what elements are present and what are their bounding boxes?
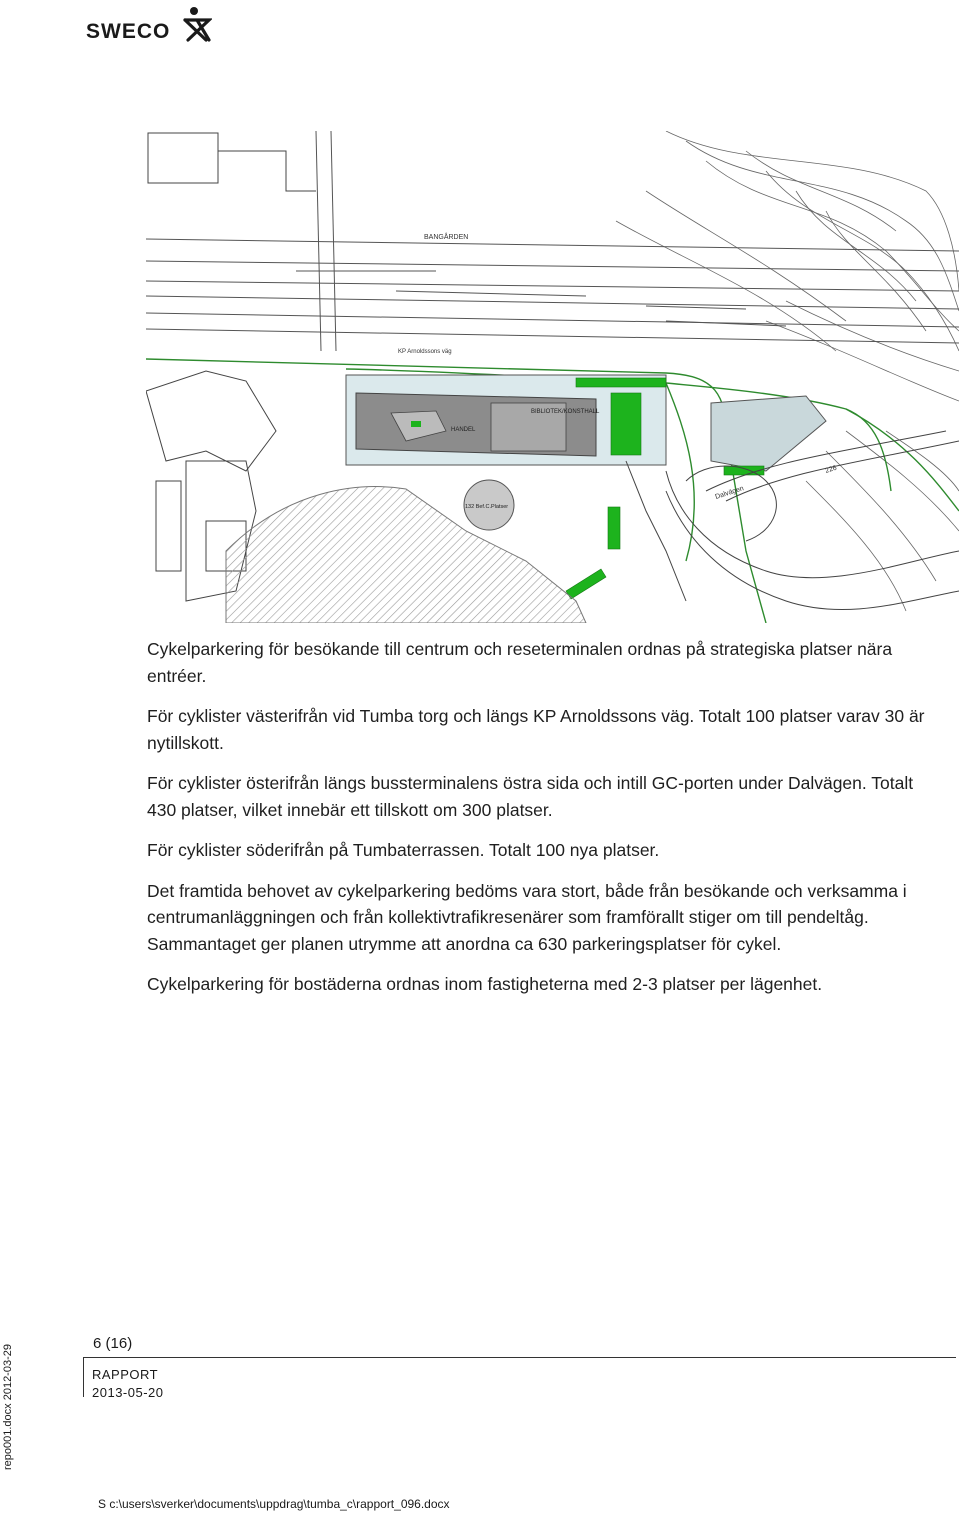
- footer-divider: [83, 1357, 956, 1358]
- paragraph-5: Det framtida behovet av cykelparkering bedöms vara stort, både från besökande och verksamma i centrumanläggningen och från kollektivtrafikresenärer som framförallt stiger om till pendeltåg. Sammantaget ger planen utrymme att anordna ca 630 parkeringsplatser för cykel.: [147, 880, 907, 954]
- sweco-logo: [86, 4, 216, 48]
- map-label-kp-arnoldssons-vag: KP Arnoldssons väg: [398, 349, 452, 355]
- paragraph-1: Cykelparkering för besökande till centrum och reseterminalen ordnas på strategiska platser nära entréer.: [147, 639, 893, 686]
- paragraph-6: Cykelparkering för bostäderna ordnas inom fastigheterna med 2-3 platser per lägenhet.: [147, 974, 823, 994]
- footer-vertical-divider: [83, 1357, 84, 1397]
- map-label-handel: HANDEL: [451, 427, 476, 433]
- map-label-bangarden: BANGÅRDEN: [424, 234, 469, 241]
- centre-building: [356, 393, 596, 456]
- page-number: 6 (16): [93, 1335, 133, 1352]
- sweco-star-icon: [182, 6, 212, 42]
- file-path: S c:\users\sverker\documents\uppdrag\tumba_c\rapport_096.docx: [98, 1497, 450, 1511]
- map-label-226: 226: [824, 464, 838, 475]
- body-text: [147, 636, 947, 1012]
- report-label: RAPPORT: [92, 1367, 159, 1382]
- report-date: 2013-05-20: [92, 1385, 164, 1400]
- logo-text: SWECO: [86, 20, 171, 43]
- paragraph-2: För cyklister västerifrån vid Tumba torg och längs KP Arnoldssons väg. Totalt 100 platser varav 30 är nytillskott.: [147, 706, 925, 753]
- template-note: repo001.docx 2012-03-29: [2, 1344, 14, 1470]
- site-plan-map: [146, 131, 959, 623]
- map-label-bibliotek: BIBLIOTEK/KONSTHALL: [531, 409, 600, 415]
- paragraph-3: För cyklister österifrån längs bussterminalens östra sida och intill GC-porten under Dalvägen. Totalt 430 platser, vilket innebär ett tillskott om 300 platser.: [147, 773, 914, 820]
- map-label-parking-132: 132 Bef.C.Platser: [465, 504, 509, 510]
- map-label-dalvagen: Dalvägen: [714, 485, 745, 501]
- paragraph-4: För cyklister söderifrån på Tumbaterrassen. Totalt 100 nya platser.: [147, 840, 660, 860]
